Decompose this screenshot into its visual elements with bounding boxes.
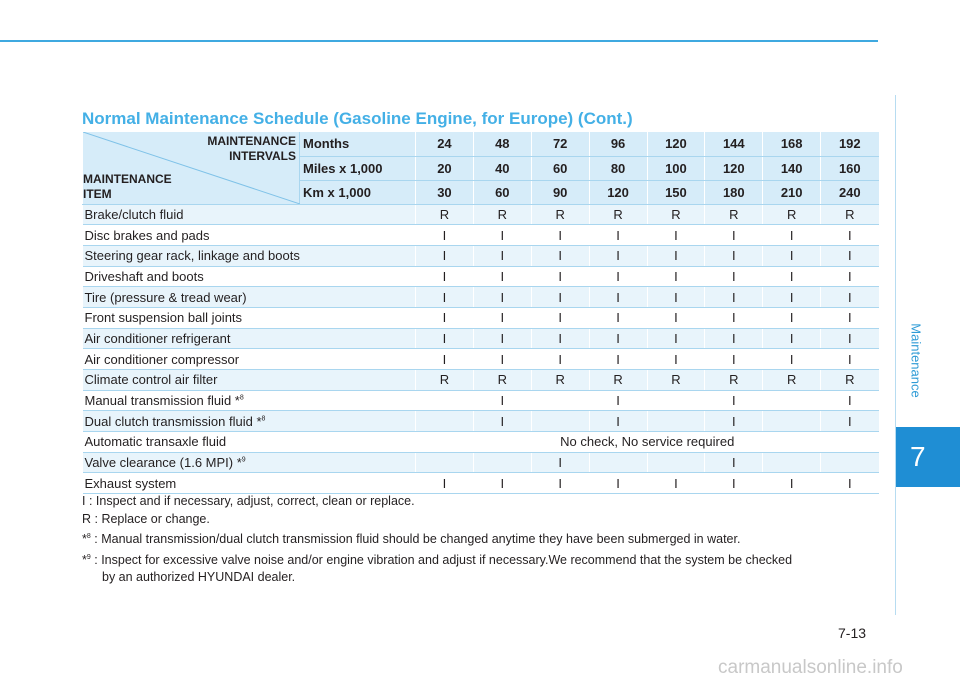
schedule-cell: I [647, 287, 705, 308]
item-name: Automatic transaxle fluid [83, 432, 416, 453]
schedule-cell [589, 452, 647, 473]
schedule-cell [647, 411, 705, 432]
schedule-cell [416, 452, 474, 473]
schedule-cell: I [589, 328, 647, 349]
schedule-cell: I [473, 390, 531, 411]
corner-intervals-label: MAINTENANCE INTERVALS [207, 134, 296, 163]
schedule-cell: I [821, 411, 879, 432]
schedule-cell: I [821, 390, 879, 411]
schedule-cell: I [647, 245, 705, 266]
interval-value: 72 [531, 132, 589, 156]
item-name: Air conditioner refrigerant [83, 328, 416, 349]
item-name: Front suspension ball joints [83, 307, 416, 328]
schedule-cell: I [473, 349, 531, 370]
table-row [83, 411, 879, 432]
schedule-cell: I [416, 225, 474, 246]
side-divider [895, 95, 896, 615]
schedule-cell [416, 390, 474, 411]
schedule-cell: I [416, 328, 474, 349]
schedule-cell: I [473, 473, 531, 494]
schedule-cell: I [821, 225, 879, 246]
schedule-cell [473, 452, 531, 473]
schedule-cell: I [473, 411, 531, 432]
schedule-cell: I [821, 266, 879, 287]
schedule-cell: I [531, 225, 589, 246]
schedule-cell: I [416, 245, 474, 266]
schedule-cell: I [589, 349, 647, 370]
interval-unit: Miles x 1,000 [300, 156, 416, 180]
schedule-cell: I [763, 287, 821, 308]
schedule-cell: I [821, 328, 879, 349]
item-name: Climate control air filter [83, 370, 416, 391]
item-name: Driveshaft and boots [83, 266, 416, 287]
schedule-cell: I [705, 473, 763, 494]
item-name: Dual clutch transmission fluid *$^8$ [83, 411, 416, 432]
table-row [83, 390, 879, 411]
item-name: Tire (pressure & tread wear) [83, 287, 416, 308]
interval-value: 120 [705, 156, 763, 180]
schedule-cell: I [763, 225, 821, 246]
schedule-cell: I [705, 266, 763, 287]
page-title: Normal Maintenance Schedule (Gasoline Engine, for Europe) (Cont.) [82, 109, 633, 128]
schedule-cell: R [821, 204, 879, 225]
interval-value: 168 [763, 132, 821, 156]
table-row [83, 307, 879, 328]
interval-value: 120 [589, 180, 647, 204]
interval-value: 120 [647, 132, 705, 156]
schedule-cell: I [473, 245, 531, 266]
schedule-cell: I [589, 411, 647, 432]
schedule-cell: I [589, 266, 647, 287]
item-name: Brake/clutch fluid [83, 204, 416, 225]
table-row [83, 370, 879, 391]
schedule-cell: I [763, 328, 821, 349]
table-row [83, 473, 879, 494]
interval-unit: Km x 1,000 [300, 180, 416, 204]
interval-value: 240 [821, 180, 879, 204]
schedule-cell: R [416, 204, 474, 225]
schedule-cell: I [705, 287, 763, 308]
schedule-cell: I [416, 266, 474, 287]
schedule-cell: I [647, 328, 705, 349]
schedule-cell: R [589, 204, 647, 225]
schedule-cell: I [531, 287, 589, 308]
schedule-cell: I [705, 225, 763, 246]
table-row [83, 266, 879, 287]
schedule-cell: I [531, 452, 589, 473]
note-9: *$^9$ : Inspect for excessive valve noise and/or engine vibration and adjust if necessary.We recommend that the system be checked [82, 552, 793, 567]
schedule-cell: I [763, 266, 821, 287]
schedule-cell: R [473, 204, 531, 225]
interval-row [83, 132, 879, 156]
item-name: Steering gear rack, linkage and boots [83, 245, 416, 266]
schedule-cell: I [647, 307, 705, 328]
schedule-cell [763, 390, 821, 411]
schedule-cell: I [705, 245, 763, 266]
schedule-cell: I [589, 473, 647, 494]
schedule-cell [416, 411, 474, 432]
interval-value: 100 [647, 156, 705, 180]
schedule-cell: I [531, 245, 589, 266]
schedule-cell: I [821, 307, 879, 328]
schedule-cell: I [705, 349, 763, 370]
page-number: 7-13 [838, 625, 867, 641]
table-row [83, 432, 879, 453]
table-row [83, 245, 879, 266]
schedule-cell: I [473, 225, 531, 246]
chapter-label: Maintenance [908, 322, 924, 398]
schedule-cell: I [531, 307, 589, 328]
schedule-cell: I [763, 245, 821, 266]
schedule-cell: I [589, 225, 647, 246]
schedule-cell: I [705, 452, 763, 473]
schedule-cell: R [705, 204, 763, 225]
schedule-cell: I [473, 266, 531, 287]
schedule-cell: I [821, 245, 879, 266]
note-9-continued: by an authorized HYUNDAI dealer. [102, 570, 296, 585]
watermark: carmanualsonline.info [718, 657, 903, 678]
schedule-cell: R [647, 204, 705, 225]
maintenance-table [82, 132, 879, 494]
schedule-cell: R [473, 370, 531, 391]
table-row [83, 349, 879, 370]
schedule-cell: I [705, 307, 763, 328]
interval-value: 60 [531, 156, 589, 180]
span-note: No check, No service required [416, 432, 879, 453]
table-row [83, 287, 879, 308]
schedule-cell: I [416, 307, 474, 328]
schedule-cell: I [763, 349, 821, 370]
interval-value: 48 [473, 132, 531, 156]
schedule-cell: I [589, 287, 647, 308]
table-corner-header [83, 132, 300, 204]
schedule-cell: I [705, 390, 763, 411]
table-row [83, 225, 879, 246]
item-name: Air conditioner compressor [83, 349, 416, 370]
interval-value: 180 [705, 180, 763, 204]
schedule-cell: I [821, 287, 879, 308]
interval-value: 80 [589, 156, 647, 180]
interval-value: 90 [531, 180, 589, 204]
schedule-cell: I [763, 307, 821, 328]
schedule-cell: R [763, 204, 821, 225]
schedule-cell [763, 411, 821, 432]
chapter-tab[interactable]: 7 [896, 427, 960, 487]
schedule-cell: I [589, 390, 647, 411]
schedule-cell: R [589, 370, 647, 391]
schedule-cell: I [647, 266, 705, 287]
schedule-cell: I [416, 287, 474, 308]
item-name: Disc brakes and pads [83, 225, 416, 246]
note-inspect: I : Inspect and if necessary, adjust, correct, clean or replace. [82, 494, 415, 508]
schedule-cell: I [473, 328, 531, 349]
schedule-cell: I [705, 328, 763, 349]
schedule-cell: I [531, 328, 589, 349]
schedule-cell [531, 390, 589, 411]
item-name: Manual transmission fluid *$^8$ [83, 390, 416, 411]
schedule-cell: I [589, 245, 647, 266]
schedule-cell: I [531, 349, 589, 370]
interval-value: 210 [763, 180, 821, 204]
table-row [83, 328, 879, 349]
schedule-cell: I [473, 287, 531, 308]
item-name: Valve clearance (1.6 MPI) *$^9$ [83, 452, 416, 473]
schedule-cell: I [647, 349, 705, 370]
schedule-cell: I [531, 473, 589, 494]
note-8: *$^8$ : Manual transmission/dual clutch transmission fluid should be changed anytime they have been submerged in water. [82, 532, 741, 547]
schedule-cell: I [416, 349, 474, 370]
interval-value: 160 [821, 156, 879, 180]
schedule-cell [647, 452, 705, 473]
schedule-cell [763, 452, 821, 473]
schedule-cell: I [821, 349, 879, 370]
schedule-cell: R [821, 370, 879, 391]
interval-value: 20 [416, 156, 474, 180]
schedule-cell: R [531, 370, 589, 391]
interval-value: 144 [705, 132, 763, 156]
schedule-cell: I [416, 473, 474, 494]
legend-notes [82, 493, 882, 587]
schedule-cell: R [763, 370, 821, 391]
note-replace: R : Replace or change. [82, 511, 210, 526]
schedule-cell: R [416, 370, 474, 391]
interval-value: 150 [647, 180, 705, 204]
schedule-cell: I [531, 266, 589, 287]
interval-value: 140 [763, 156, 821, 180]
corner-item-label: MAINTENANCE ITEM [83, 171, 172, 201]
schedule-cell: I [821, 473, 879, 494]
schedule-cell [531, 411, 589, 432]
schedule-cell: I [763, 473, 821, 494]
schedule-cell [821, 452, 879, 473]
interval-unit: Months [300, 132, 416, 156]
schedule-cell: I [589, 307, 647, 328]
schedule-cell: R [705, 370, 763, 391]
interval-value: 60 [473, 180, 531, 204]
schedule-cell: I [647, 225, 705, 246]
interval-value: 96 [589, 132, 647, 156]
table-row [83, 204, 879, 225]
schedule-cell: I [473, 307, 531, 328]
item-name: Exhaust system [83, 473, 416, 494]
schedule-cell: I [647, 473, 705, 494]
interval-value: 30 [416, 180, 474, 204]
schedule-cell: R [647, 370, 705, 391]
schedule-cell: I [705, 411, 763, 432]
interval-value: 40 [473, 156, 531, 180]
interval-value: 24 [416, 132, 474, 156]
top-rule [0, 40, 878, 42]
schedule-cell [647, 390, 705, 411]
table-row [83, 452, 879, 473]
schedule-cell: R [531, 204, 589, 225]
interval-value: 192 [821, 132, 879, 156]
chapter-side-label [897, 300, 935, 420]
